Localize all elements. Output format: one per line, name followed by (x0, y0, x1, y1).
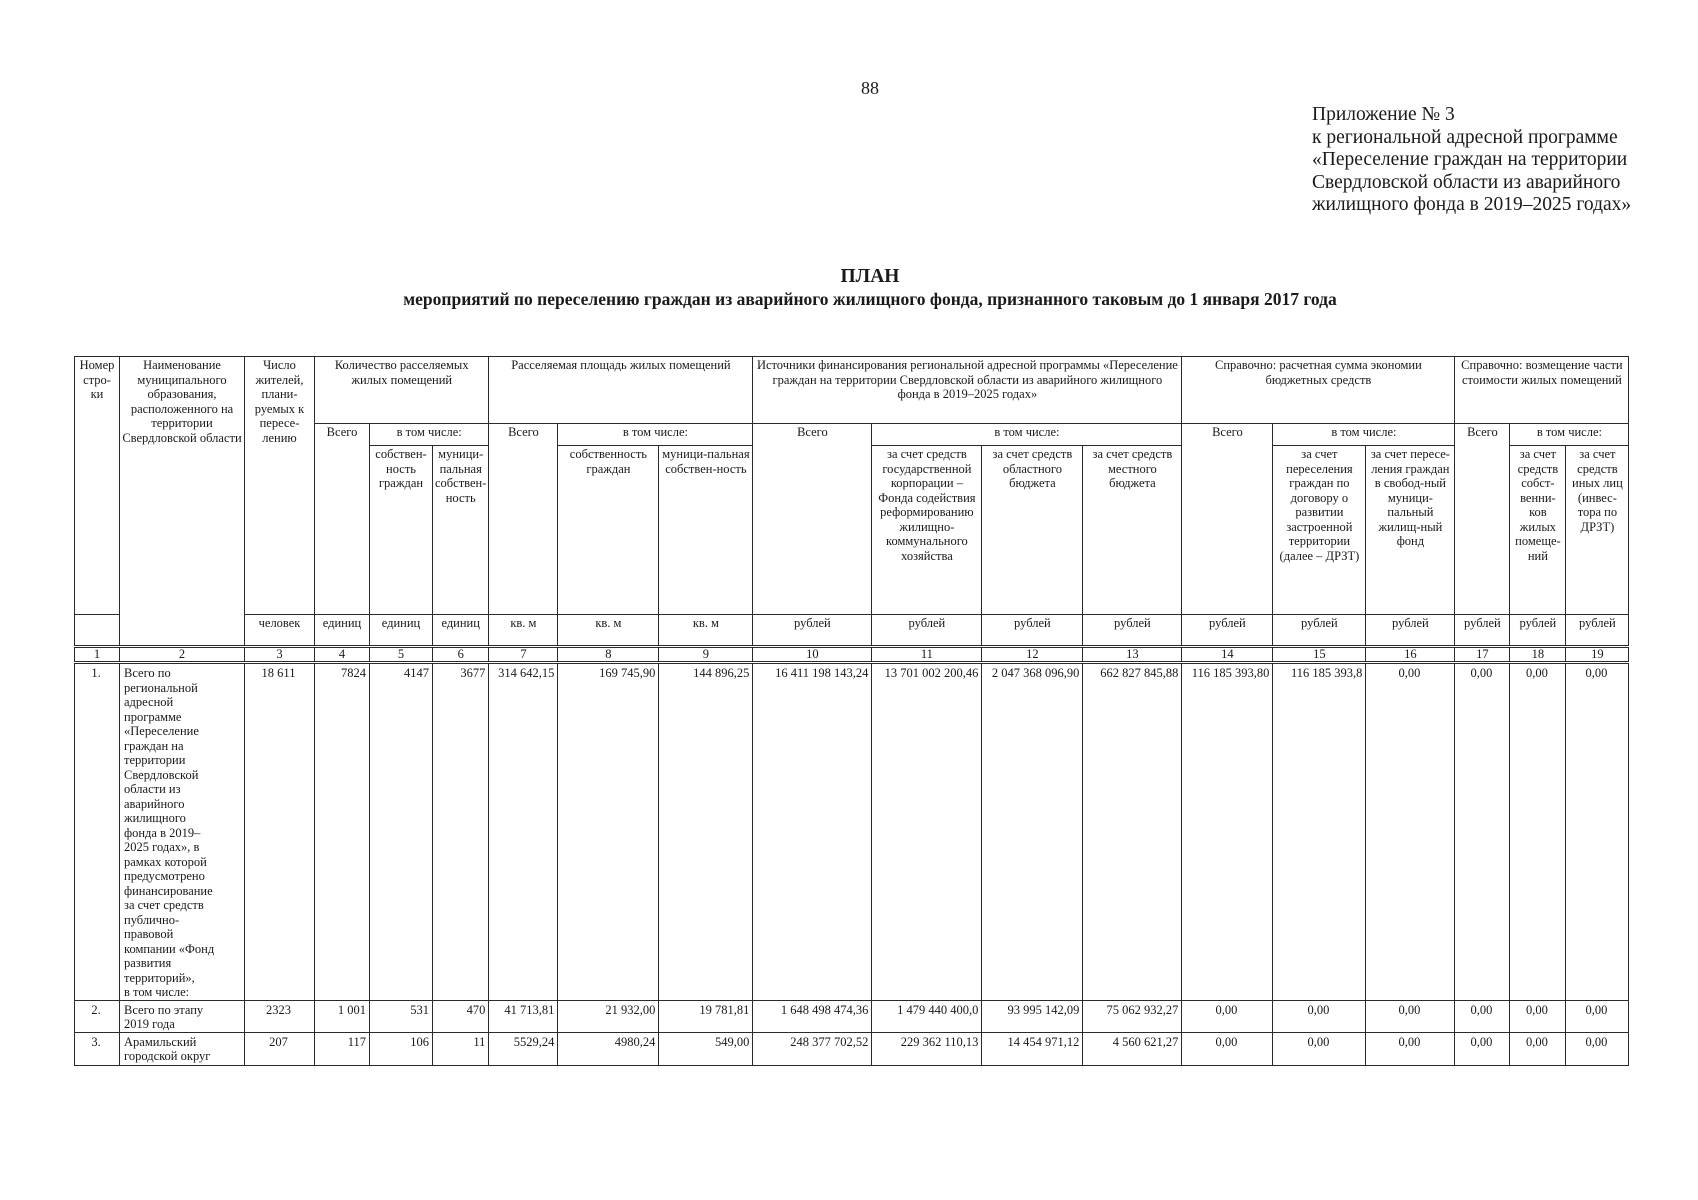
cell-drzt: 0,00 (1273, 1032, 1366, 1065)
row-name-line: 2019 года (124, 1017, 175, 1031)
header-free-fund: за счет пересе-ления граждан в свобод-ный муници-пальный жилищ-ный фонд (1366, 446, 1455, 615)
row-number: 2. (75, 1000, 120, 1032)
unit-cell: рублей (1510, 615, 1566, 647)
column-number: 1 (75, 647, 120, 663)
header-own-citizens: собствен-ность граждан (370, 446, 433, 615)
cell-area-municipal: 144 896,25 (659, 663, 753, 1001)
cell-financing-total: 1 648 498 474,36 (753, 1000, 872, 1032)
row-name-line: области из (124, 782, 181, 796)
column-number: 9 (659, 647, 753, 663)
cell-local-budget: 75 062 932,27 (1083, 1000, 1182, 1032)
appendix-line: жилищного фонда в 2019–2025 годах» (1312, 194, 1632, 215)
header-compensation-including: в том числе: (1510, 424, 1629, 446)
column-numbers-row (75, 647, 1629, 663)
column-number: 3 (245, 647, 315, 663)
cell-drzt: 0,00 (1273, 1000, 1366, 1032)
header-fund: за счет средств государственной корпорации – Фонда содействия реформированию жилищно-коммунального хозяйства (872, 446, 982, 615)
cell-regional-budget: 93 995 142,09 (982, 1000, 1083, 1032)
column-number: 10 (753, 647, 872, 663)
cell-area-own: 169 745,90 (558, 663, 659, 1001)
appendix-line: к региональной адресной программе (1312, 126, 1618, 148)
column-number: 5 (370, 647, 433, 663)
unit-cell: рублей (982, 615, 1083, 647)
cell-local-budget: 4 560 621,27 (1083, 1032, 1182, 1065)
header-regional-budget: за счет средств областного бюджета (982, 446, 1083, 615)
row-name-line: региональной (124, 680, 198, 695)
header-economy-total: Всего (1182, 424, 1273, 615)
header-investors: за счет средств иных лиц (инвес-тора по ДРЗТ) (1566, 446, 1629, 615)
header-rownum: Номер стро-ки (75, 357, 120, 615)
cell-free-fund: 0,00 (1366, 1000, 1455, 1032)
cell-regional-budget: 14 454 971,12 (982, 1032, 1083, 1065)
row-name-line: Свердловской (124, 767, 199, 782)
row-number: 1. (75, 663, 120, 1001)
unit-cell: рублей (1273, 615, 1366, 647)
cell-premises-own: 106 (370, 1032, 433, 1065)
row-name-line: фонда в 2019– (124, 825, 201, 840)
page-number: 88 (861, 78, 879, 98)
cell-fund: 229 362 110,13 (872, 1032, 982, 1065)
cell-owners: 0,00 (1510, 1032, 1566, 1065)
row-number: 3. (75, 1032, 120, 1065)
row-name-line: развития (124, 956, 172, 970)
unit-cell (75, 615, 120, 647)
header-drzt: за счет переселения граждан по договору о развитии застроенной территории (далее – ДРЗТ) (1273, 446, 1366, 615)
cell-free-fund: 0,00 (1366, 663, 1455, 1001)
column-number: 14 (1182, 647, 1273, 663)
row-name (120, 663, 245, 1001)
row-name-line: за счет средств (124, 898, 204, 912)
cell-local-budget: 662 827 845,88 (1083, 663, 1182, 1001)
unit-cell: рублей (1366, 615, 1455, 647)
row-name-line: территории (124, 753, 186, 767)
plan-table (74, 356, 1629, 1066)
appendix-line: «Переселение граждан на территории (1312, 149, 1628, 170)
cell-residents: 18 611 (245, 663, 315, 1001)
row-name-line: предусмотрено (124, 869, 205, 883)
row-name-line: публично- (124, 912, 180, 927)
cell-free-fund: 0,00 (1366, 1032, 1455, 1065)
header-residents: Число жителей, плани-руемых к пересе-лению (245, 357, 315, 615)
table-row (75, 1032, 1629, 1065)
appendix-line: Приложение № 3 (1312, 104, 1455, 125)
cell-premises-total: 117 (315, 1032, 370, 1065)
header-compensation: Справочно: возмещение части стоимости жилых помещений (1455, 357, 1629, 424)
header-financing-including: в том числе: (872, 424, 1182, 446)
unit-cell: рублей (872, 615, 982, 647)
cell-economy-total: 0,00 (1182, 1000, 1273, 1032)
cell-economy-total: 116 185 393,80 (1182, 663, 1273, 1001)
header-owners: за счет средств собст-венни-ков жилых помеще-ний (1510, 446, 1566, 615)
header-economy-including: в том числе: (1273, 424, 1455, 446)
header-economy: Справочно: расчетная сумма экономии бюджетных средств (1182, 357, 1455, 424)
plan-subtitle: мероприятий по переселению граждан из аварийного жилищного фонда, признанного таковым до 1 января 2017 года (403, 289, 1337, 309)
unit-cell: рублей (1455, 615, 1510, 647)
cell-area-total: 5529,24 (489, 1032, 558, 1065)
header-row (75, 357, 1629, 424)
unit-cell: рублей (1083, 615, 1182, 647)
cell-premises-municipal: 11 (433, 1032, 489, 1065)
row-name-line: правовой (124, 927, 174, 941)
cell-owners: 0,00 (1510, 1000, 1566, 1032)
cell-regional-budget: 2 047 368 096,90 (982, 663, 1083, 1001)
column-number: 6 (433, 647, 489, 663)
cell-financing-total: 248 377 702,52 (753, 1032, 872, 1065)
row-name-line: финансирование (124, 883, 213, 898)
units-row (75, 615, 1629, 647)
cell-premises-own: 531 (370, 1000, 433, 1032)
row-name-line: Арамильский (124, 1034, 197, 1049)
header-area-total: Всего (489, 424, 558, 615)
cell-area-own: 21 932,00 (558, 1000, 659, 1032)
unit-cell: рублей (753, 615, 872, 647)
unit-cell: единиц (315, 615, 370, 647)
cell-premises-municipal: 3677 (433, 663, 489, 1001)
cell-area-own: 4980,24 (558, 1032, 659, 1065)
cell-area-municipal: 19 781,81 (659, 1000, 753, 1032)
row-name-line: в том числе: (124, 985, 190, 999)
unit-cell: кв. м (489, 615, 558, 647)
cell-financing-total: 16 411 198 143,24 (753, 663, 872, 1001)
cell-owners: 0,00 (1510, 663, 1566, 1001)
cell-economy-total: 0,00 (1182, 1032, 1273, 1065)
cell-investors: 0,00 (1566, 1000, 1629, 1032)
column-number: 16 (1366, 647, 1455, 663)
unit-cell: человек (245, 615, 315, 647)
row-name-line: «Переселение (124, 724, 199, 738)
row-name-line: жилищного (124, 811, 186, 825)
cell-premises-municipal: 470 (433, 1000, 489, 1032)
unit-cell: единиц (433, 615, 489, 647)
row-name-line: Всего по (124, 666, 171, 680)
cell-compensation-total: 0,00 (1455, 1000, 1510, 1032)
column-number: 7 (489, 647, 558, 663)
cell-area-total: 314 642,15 (489, 663, 558, 1001)
plan-title: ПЛАН (840, 266, 900, 287)
row-name-line: аварийного (124, 796, 185, 811)
header-area: Расселяемая площадь жилых помещений (489, 357, 753, 424)
column-number: 18 (1510, 647, 1566, 663)
table-row (75, 663, 1629, 1001)
cell-premises-total: 7824 (315, 663, 370, 1001)
row-name-line: рамках которой (124, 854, 207, 869)
cell-area-total: 41 713,81 (489, 1000, 558, 1032)
header-financing-total: Всего (753, 424, 872, 615)
column-number: 8 (558, 647, 659, 663)
row-name (120, 1032, 245, 1065)
row-name-line: городской округ (124, 1049, 211, 1063)
cell-investors: 0,00 (1566, 1032, 1629, 1065)
column-number: 13 (1083, 647, 1182, 663)
column-number: 11 (872, 647, 982, 663)
header-area-own-citizens: собственность граждан (558, 446, 659, 615)
column-number: 17 (1455, 647, 1510, 663)
row-name-line: граждан на (124, 738, 184, 753)
cell-compensation-total: 0,00 (1455, 663, 1510, 1001)
row-name-line: территорий», (124, 970, 195, 985)
header-financing: Источники финансирования региональной адресной программы «Переселение граждан на территории Свердловской области из аварийного жилищного фонда в 2019–2025 годах» (753, 357, 1182, 424)
appendix-line: Свердловской области из аварийного (1312, 171, 1621, 193)
cell-residents: 207 (245, 1032, 315, 1065)
column-number: 19 (1566, 647, 1629, 663)
appendix-note (1312, 104, 1631, 217)
unit-cell: единиц (370, 615, 433, 647)
row-name-line: 2025 годах», в (124, 840, 200, 854)
column-number: 12 (982, 647, 1083, 663)
unit-cell: рублей (1182, 615, 1273, 647)
cell-area-municipal: 549,00 (659, 1032, 753, 1065)
cell-compensation-total: 0,00 (1455, 1032, 1510, 1065)
header-premises-count: Количество расселяемых жилых помещений (315, 357, 489, 424)
cell-fund: 1 479 440 400,0 (872, 1000, 982, 1032)
cell-premises-own: 4147 (370, 663, 433, 1001)
column-number: 4 (315, 647, 370, 663)
column-number: 2 (120, 647, 245, 663)
row-name (120, 1000, 245, 1032)
cell-residents: 2323 (245, 1000, 315, 1032)
header-name: Наименование муниципального образования, расположенного на территории Свердловской области (120, 357, 245, 647)
row-name-line: Всего по этапу (124, 1002, 204, 1017)
column-number: 15 (1273, 647, 1366, 663)
header-premises-including: в том числе: (370, 424, 489, 446)
row-name-line: адресной (124, 695, 174, 709)
header-compensation-total: Всего (1455, 424, 1510, 615)
table-row (75, 1000, 1629, 1032)
row-name-line: компании «Фонд (124, 941, 215, 956)
header-area-including: в том числе: (558, 424, 753, 446)
cell-drzt: 116 185 393,8 (1273, 663, 1366, 1001)
cell-investors: 0,00 (1566, 663, 1629, 1001)
cell-fund: 13 701 002 200,46 (872, 663, 982, 1001)
row-name-line: программе (124, 709, 182, 724)
header-area-municipal: муници-пальная собствен-ность (659, 446, 753, 615)
unit-cell: кв. м (558, 615, 659, 647)
header-local-budget: за счет средств местного бюджета (1083, 446, 1182, 615)
cell-premises-total: 1 001 (315, 1000, 370, 1032)
unit-cell: кв. м (659, 615, 753, 647)
header-municipal: муници-пальная собствен-ность (433, 446, 489, 615)
unit-cell: рублей (1566, 615, 1629, 647)
header-premises-total: Всего (315, 424, 370, 615)
